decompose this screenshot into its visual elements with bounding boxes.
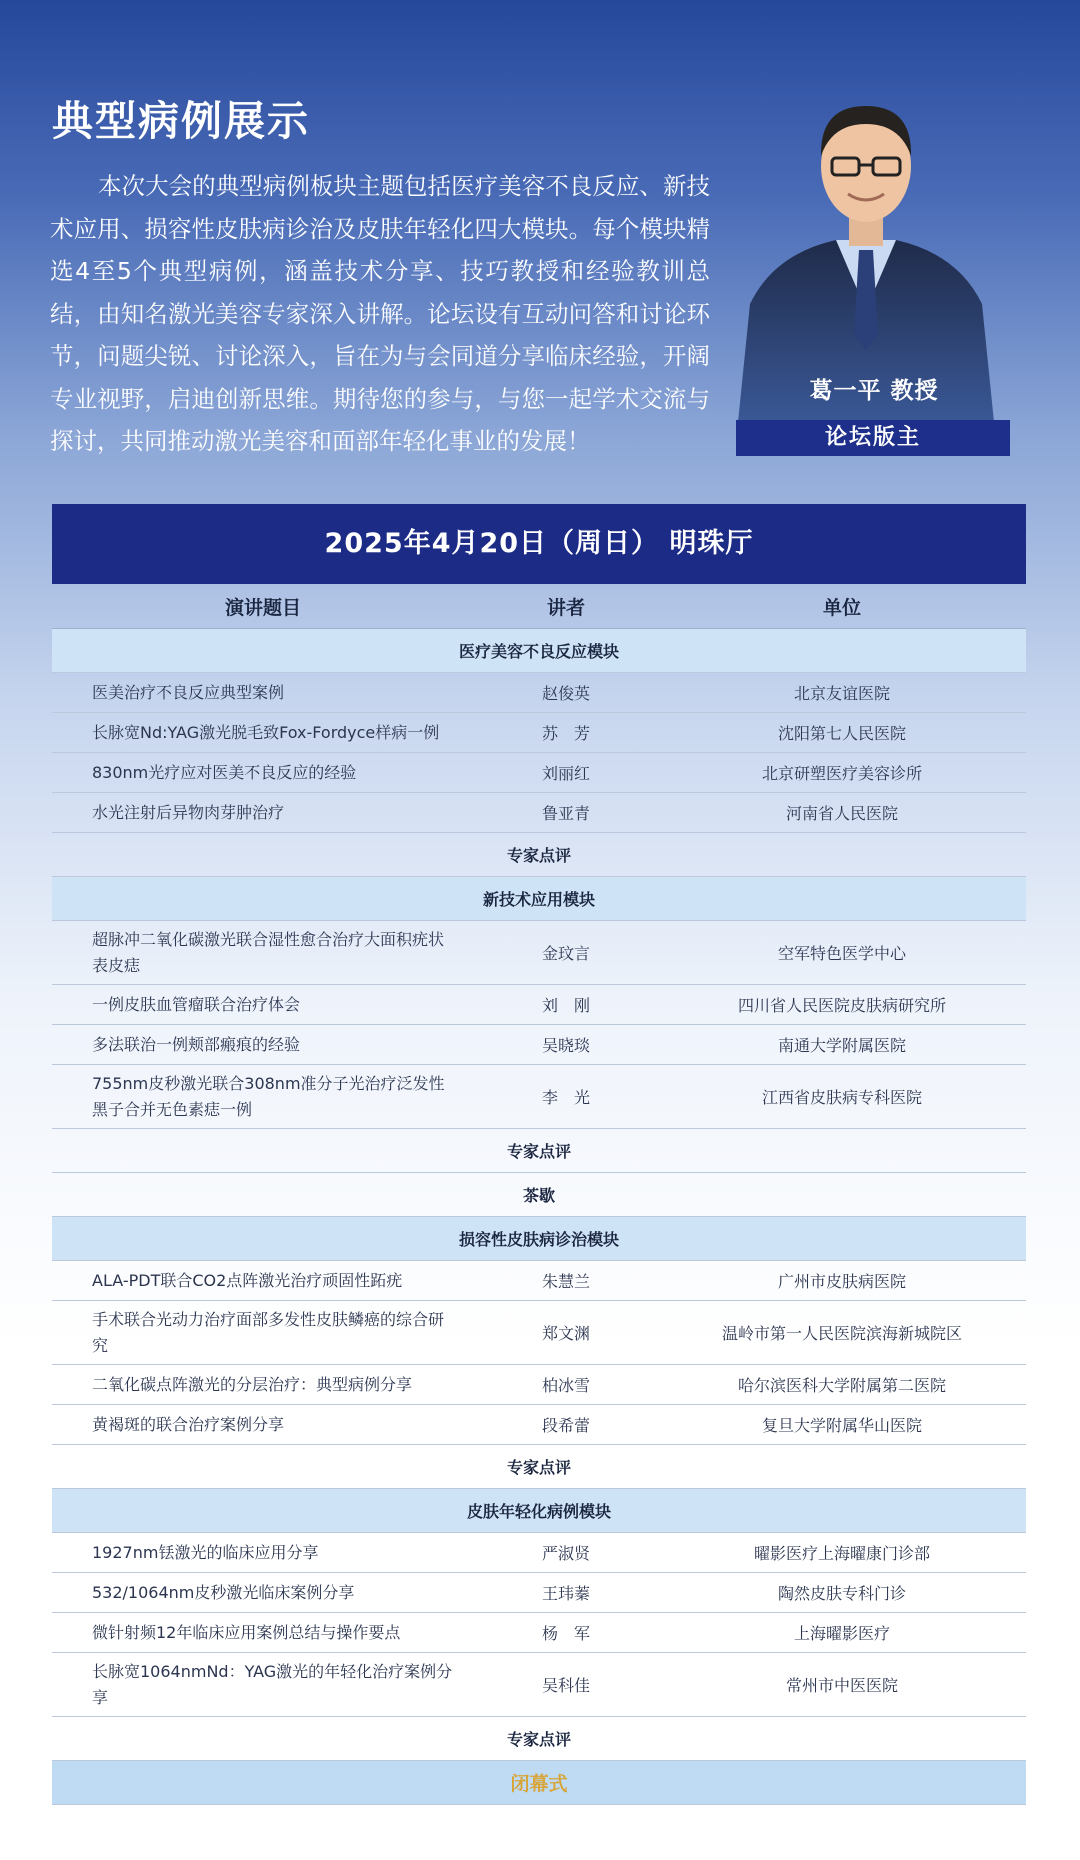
expert-review-row (52, 1129, 1026, 1173)
talk-topic: 医美治疗不良反应典型案例 (52, 673, 474, 713)
expert-review-label: 专家点评 (52, 833, 1026, 877)
talk-unit: 沈阳第七人民医院 (658, 713, 1026, 753)
module-title: 皮肤年轻化病例模块 (52, 1489, 1026, 1533)
talk-topic: 二氧化碳点阵激光的分层治疗：典型病例分享 (52, 1365, 474, 1405)
talk-speaker: 刘丽红 (474, 753, 658, 793)
talk-topic: 一例皮肤血管瘤联合治疗体会 (52, 985, 474, 1025)
talk-speaker: 金玟言 (474, 921, 658, 985)
column-header-speaker: 讲者 (474, 584, 658, 629)
talk-row (52, 1261, 1026, 1301)
talk-topic: 微针射频12年临床应用案例总结与操作要点 (52, 1613, 474, 1653)
talk-unit: 哈尔滨医科大学附属第二医院 (658, 1365, 1026, 1405)
talk-row (52, 1653, 1026, 1717)
talk-topic: 755nm皮秒激光联合308nm准分子光治疗泛发性黑子合并无色素痣一例 (52, 1065, 474, 1129)
module-header-row (52, 629, 1026, 673)
expert-review-row (52, 1717, 1026, 1761)
expert-review-label: 专家点评 (52, 1445, 1026, 1489)
talk-unit: 广州市皮肤病医院 (658, 1261, 1026, 1301)
talk-topic: 多法联治一例颊部瘢痕的经验 (52, 1025, 474, 1065)
talk-topic: ALA-PDT联合CO2点阵激光治疗顽固性跖疣 (52, 1261, 474, 1301)
talk-speaker: 段希蕾 (474, 1405, 658, 1445)
column-header-unit: 单位 (658, 584, 1026, 629)
intro-paragraph: 本次大会的典型病例板块主题包括医疗美容不良反应、新技术应用、损容性皮肤病诊治及皮肤年轻化四大模块。每个模块精选4至5个典型病例，涵盖技术分享、技巧教授和经验教训总结，由知名激光美容专家深入讲解。论坛设有互动问答和讨论环节，问题尖锐、讨论深入，旨在为与会同道分享临床经验，开阔专业视野，启迪创新思维。期待您的参与，与您一起学术交流与探讨，共同推动激光美容和面部年轻化事业的发展！ (50, 172, 710, 455)
talk-row (52, 921, 1026, 985)
talk-row (52, 1365, 1026, 1405)
expert-review-row (52, 1445, 1026, 1489)
talk-row (52, 1405, 1026, 1445)
module-header-row (52, 877, 1026, 921)
talk-topic: 黄褐斑的联合治疗案例分享 (52, 1405, 474, 1445)
talk-row (52, 985, 1026, 1025)
column-header-row (52, 584, 1026, 629)
talk-unit: 陶然皮肤专科门诊 (658, 1573, 1026, 1613)
talk-speaker: 苏 芳 (474, 713, 658, 753)
talk-unit: 曜影医疗上海曜康门诊部 (658, 1533, 1026, 1573)
talk-row (52, 793, 1026, 833)
module-title: 医疗美容不良反应模块 (52, 629, 1026, 673)
talk-speaker: 王玮蓁 (474, 1573, 658, 1613)
talk-row (52, 1025, 1026, 1065)
module-title: 新技术应用模块 (52, 877, 1026, 921)
expert-review-row (52, 833, 1026, 877)
talk-topic: 532/1064nm皮秒激光临床案例分享 (52, 1573, 474, 1613)
talk-topic: 长脉宽Nd:YAG激光脱毛致Fox-Fordyce样病一例 (52, 713, 474, 753)
tea-break-row (52, 1173, 1026, 1217)
talk-topic: 830nm光疗应对医美不良反应的经验 (52, 753, 474, 793)
expert-review-label: 专家点评 (52, 1717, 1026, 1761)
talk-speaker: 鲁亚青 (474, 793, 658, 833)
talk-unit: 上海曜影医疗 (658, 1613, 1026, 1653)
talk-unit: 温岭市第一人民医院滨海新城院区 (658, 1301, 1026, 1365)
talk-unit: 河南省人民医院 (658, 793, 1026, 833)
schedule-table (52, 584, 1026, 1805)
talk-topic: 超脉冲二氧化碳激光联合湿性愈合治疗大面积疣状表皮痣 (52, 921, 474, 985)
talk-row (52, 1065, 1026, 1129)
talk-speaker: 严淑贤 (474, 1533, 658, 1573)
talk-topic: 水光注射后异物肉芽肿治疗 (52, 793, 474, 833)
talk-row (52, 713, 1026, 753)
talk-unit: 常州市中医医院 (658, 1653, 1026, 1717)
talk-row (52, 1573, 1026, 1613)
talk-unit: 南通大学附属医院 (658, 1025, 1026, 1065)
talk-unit: 江西省皮肤病专科医院 (658, 1065, 1026, 1129)
talk-speaker: 吴晓琰 (474, 1025, 658, 1065)
page-title: 典型病例展示 (52, 97, 310, 145)
talk-row (52, 753, 1026, 793)
column-header-topic: 演讲题目 (52, 584, 474, 629)
talk-row (52, 673, 1026, 713)
talk-speaker: 李 光 (474, 1065, 658, 1129)
talk-unit: 空军特色医学中心 (658, 921, 1026, 985)
tea-break-label: 茶歇 (52, 1173, 1026, 1217)
host-role-badge: 论坛版主 (736, 420, 1010, 456)
talk-speaker: 郑文渊 (474, 1301, 658, 1365)
talk-speaker: 柏冰雪 (474, 1365, 658, 1405)
talk-topic: 长脉宽1064nmNd：YAG激光的年轻化治疗案例分享 (52, 1653, 474, 1717)
talk-speaker: 刘 刚 (474, 985, 658, 1025)
talk-unit: 北京友谊医院 (658, 673, 1026, 713)
expert-review-label: 专家点评 (52, 1129, 1026, 1173)
talk-speaker: 赵俊英 (474, 673, 658, 713)
talk-speaker: 杨 军 (474, 1613, 658, 1653)
host-portrait (728, 82, 1004, 422)
talk-unit: 北京研塑医疗美容诊所 (658, 753, 1026, 793)
talk-row (52, 1533, 1026, 1573)
talk-topic: 1927nm铥激光的临床应用分享 (52, 1533, 474, 1573)
talk-unit: 复旦大学附属华山医院 (658, 1405, 1026, 1445)
closing-ceremony-label: 闭幕式 (52, 1761, 1026, 1805)
schedule-date-venue: 2025年4月20日（周日） 明珠厅 (52, 504, 1026, 584)
talk-unit: 四川省人民医院皮肤病研究所 (658, 985, 1026, 1025)
talk-speaker: 朱慧兰 (474, 1261, 658, 1301)
host-name: 葛一平 教授 (809, 378, 939, 404)
module-header-row (52, 1217, 1026, 1261)
talk-speaker: 吴科佳 (474, 1653, 658, 1717)
module-header-row (52, 1489, 1026, 1533)
closing-ceremony-row (52, 1761, 1026, 1805)
module-title: 损容性皮肤病诊治模块 (52, 1217, 1026, 1261)
talk-row (52, 1613, 1026, 1653)
talk-topic: 手术联合光动力治疗面部多发性皮肤鳞癌的综合研究 (52, 1301, 474, 1365)
talk-row (52, 1301, 1026, 1365)
